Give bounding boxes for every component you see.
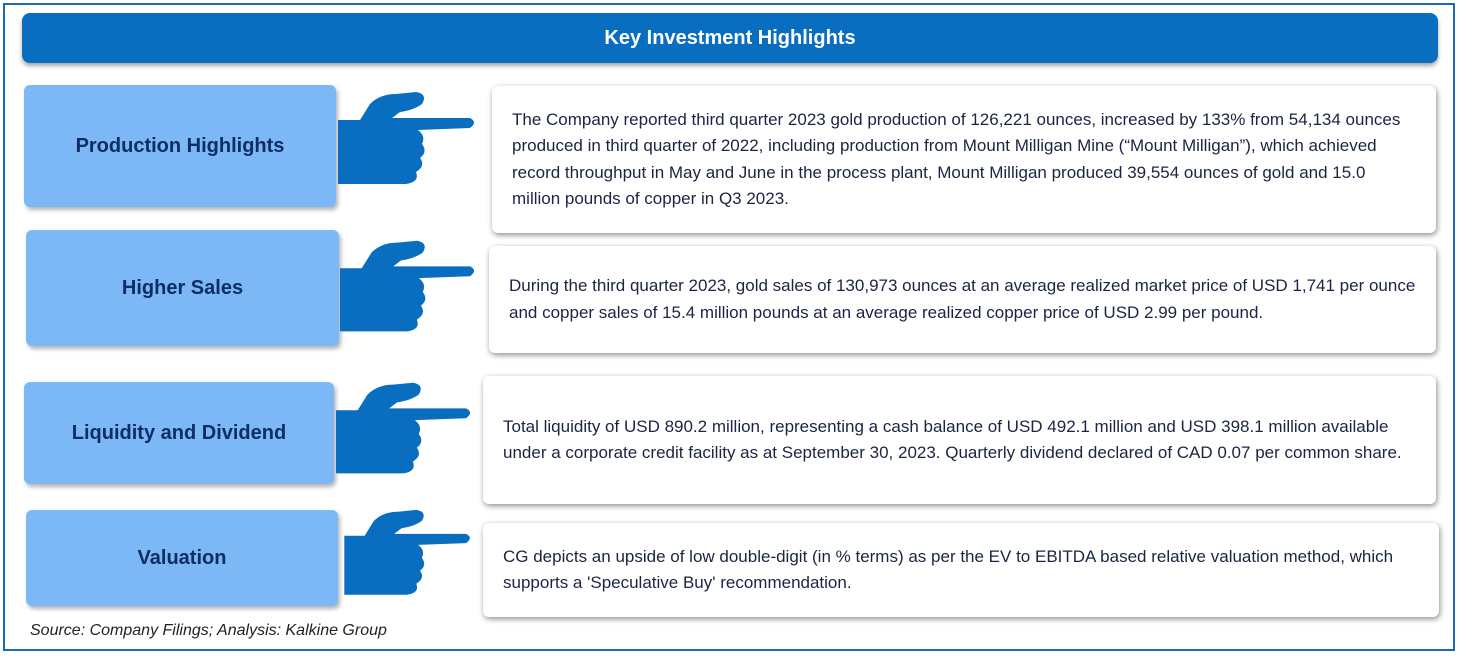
production-highlights-text: The Company reported third quarter 2023 gold production of 126,221 ounces, increased by 133% from 54,134 ounces produced in third quarter of 2022, including production from Mount Milligan Mine (“Mount Milligan”), which achieved record throughput in May and June in the process plant, Mount Milligan produced 39,554 ounces of gold and 15.0 million pounds of copper in Q3 2023.: [512, 109, 1401, 208]
liquidity-and-dividend-text: Total liquidity of USD 890.2 million, representing a cash balance of USD 492.1 million and USD 398.1 million available under a corporate credit facility as at September 30, 2023. Quarterly dividend declared of CAD 0.07 per common share.: [503, 416, 1402, 462]
valuation-text: CG depicts an upside of low double-digit (in % terms) as per the EV to EBITDA based relative valuation method, which supports a 'Speculative Buy' recommendation.: [503, 546, 1394, 592]
source-note: Source: Company Filings; Analysis: Kalkine Group: [30, 622, 387, 639]
text-production-highlights: [492, 86, 1436, 233]
text-liquidity-and-dividend: [483, 376, 1436, 504]
label-production-highlights: Production Highlights: [24, 85, 336, 207]
label-valuation: Valuation: [26, 510, 338, 606]
text-higher-sales: [489, 246, 1436, 353]
label-higher-sales: Higher Sales: [26, 230, 339, 346]
label-liquidity-and-dividend: Liquidity and Dividend: [24, 382, 334, 484]
higher-sales-text: During the third quarter 2023, gold sales of 130,973 ounces at an average realized market price of USD 1,741 per ounce and copper sales of 15.4 million pounds at an average realized copper price of USD 2.99 per pound.: [509, 276, 1416, 322]
pointing-hand-icon: [338, 508, 478, 604]
pointing-hand-icon: [334, 380, 474, 484]
pointing-hand-icon: [336, 90, 478, 194]
page-title: Key Investment Highlights: [22, 13, 1438, 63]
text-valuation: [483, 523, 1439, 617]
pointing-hand-icon: [338, 238, 478, 342]
